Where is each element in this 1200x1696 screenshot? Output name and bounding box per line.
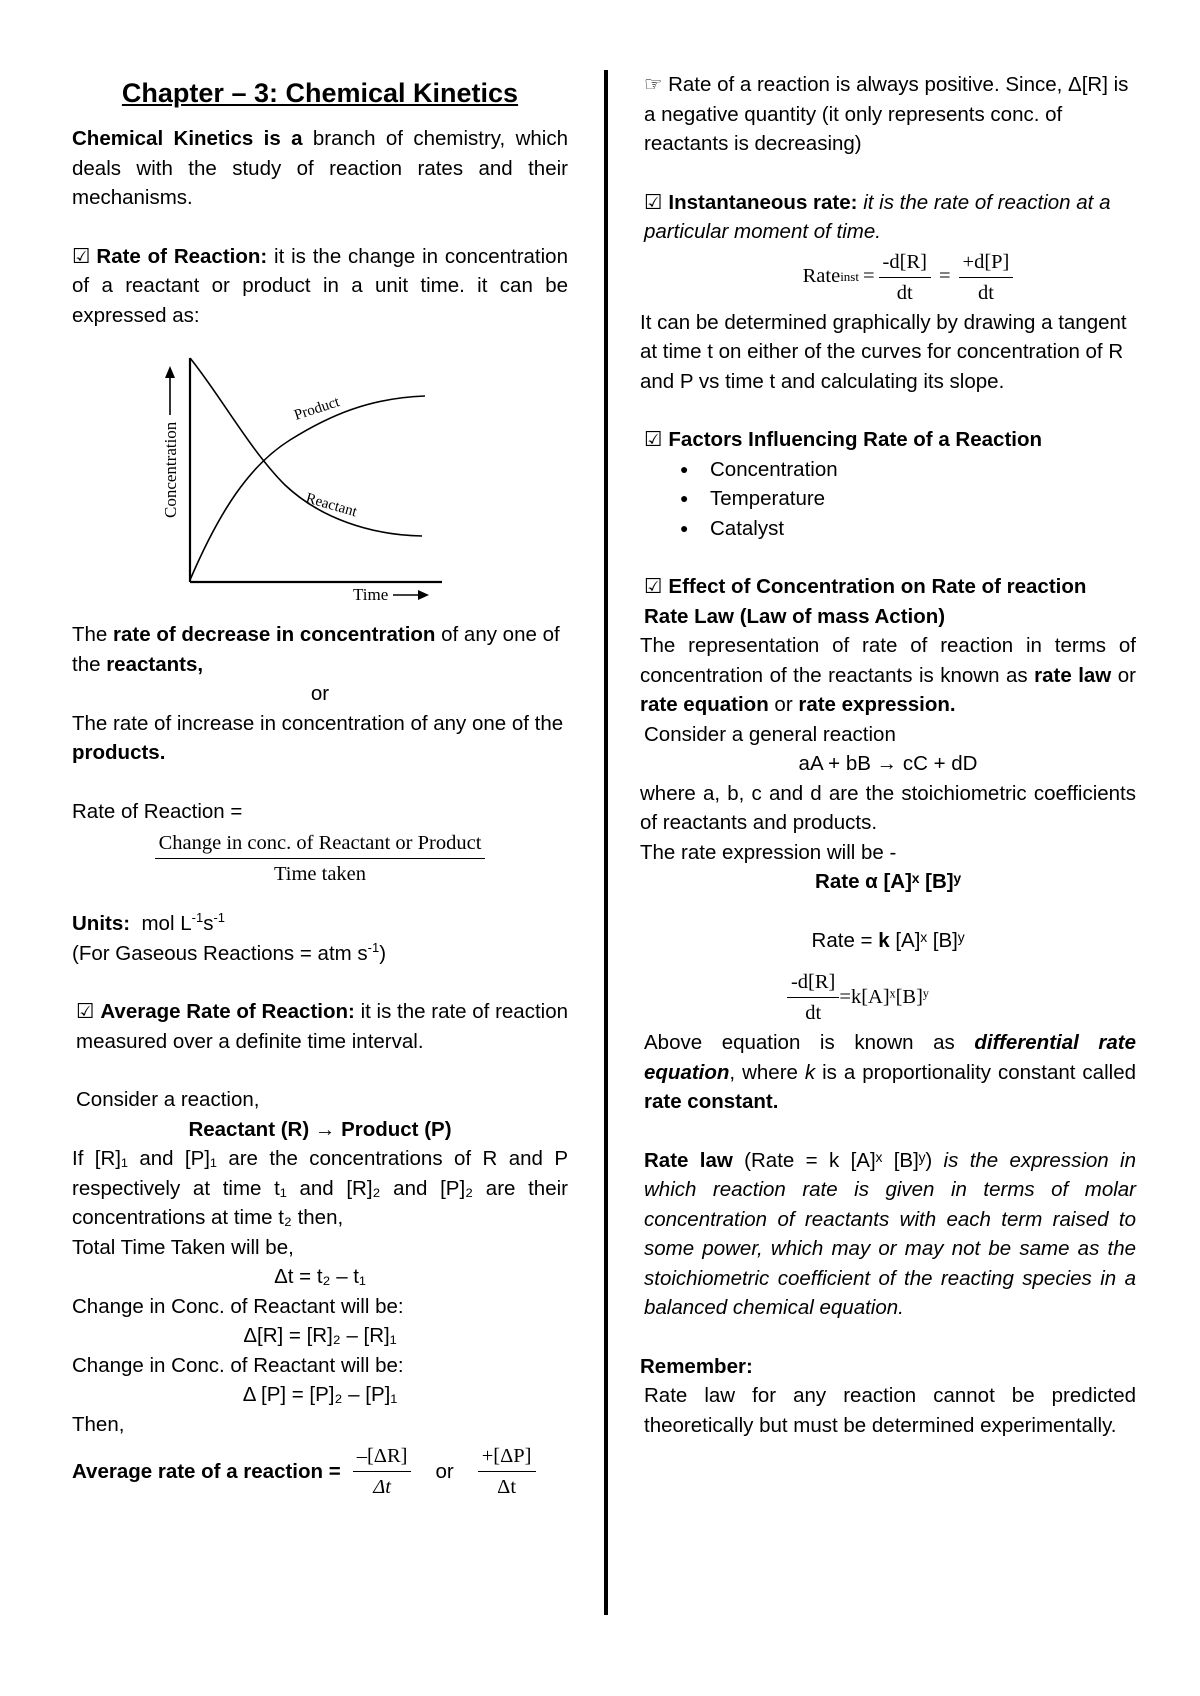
change-r-label: Change in Conc. of Reactant will be: — [72, 1294, 404, 1318]
column-divider — [604, 70, 608, 1615]
effect-heading-text: Effect of Concentration on Rate of reaction — [668, 575, 1087, 598]
average-rate-label: Average rate of a reaction = — [72, 1459, 341, 1483]
instantaneous-heading: Instantaneous rate: — [668, 190, 858, 214]
gas-units-exponent: -1 — [367, 939, 380, 955]
units-exponent-2: -1 — [213, 910, 225, 926]
units-line — [72, 909, 568, 939]
diff-denominator: dt — [805, 1002, 822, 1024]
checkbox-icon: ☑ — [76, 1000, 95, 1023]
intro-text: branch of chemistry, which deals with the study of reaction rates and their mechanisms. — [72, 127, 568, 209]
y-axis-label: Concentration — [161, 421, 180, 518]
inst-fraction-p — [959, 247, 1014, 308]
product-curve — [190, 396, 425, 580]
rate-eq-post: [A]ˣ [B]ʸ — [889, 928, 965, 952]
x-axis-label: Time — [353, 585, 389, 604]
delta-p-equation: Δ [P] = [P]₂ – [P]₁ — [242, 1383, 398, 1406]
rep-text-5: or — [768, 693, 799, 716]
rate-law-label: Rate law — [644, 1148, 733, 1172]
rep-text-3: or — [1111, 663, 1136, 687]
above-text-5: rate constant. — [644, 1090, 779, 1113]
right-column — [640, 70, 1136, 1440]
average-rate-paragraph — [72, 997, 568, 1056]
delta-t-equation: Δt = t₂ – t₁ — [274, 1265, 366, 1288]
rate-eq-k: k — [878, 928, 890, 952]
general-reaction: aA + bB → cC + dD — [798, 752, 978, 775]
change-p-label: Change in Conc. of Reactant will be: — [72, 1353, 404, 1377]
decrease-text-4: reactants, — [106, 652, 204, 676]
increase-paragraph — [72, 709, 568, 768]
gas-units-close: ) — [379, 941, 387, 965]
diff-numerator: -d[R] — [787, 967, 839, 998]
above-k: k — [804, 1060, 816, 1084]
rate-equation-numerator: Change in conc. of Reactant or Product — [155, 828, 486, 859]
product-label: Product — [292, 394, 342, 424]
average-rate-text: it is the rate of reaction measured over a definite time interval. — [76, 1000, 569, 1053]
rate-of-reaction-paragraph — [72, 242, 568, 331]
above-text-1: Above equation is known as — [644, 1031, 975, 1054]
consider-reaction: Consider a reaction, — [76, 1088, 260, 1111]
differential-paragraph — [640, 1028, 1136, 1117]
list-item: ● Concentration — [680, 455, 1136, 485]
list-item: ● Temperature — [680, 484, 1136, 514]
inst-rate-label: Rate — [802, 265, 841, 288]
graphical-method-paragraph: It can be determined graphically by drawing a tangent at time t on either of the curves for concentration of R and P vs time t and calculating its slope. — [640, 310, 1127, 393]
inst-fraction-r — [879, 247, 931, 308]
where-paragraph: where a, b, c and d are the stoichiometric coefficients of reactants and products. — [640, 781, 1136, 834]
gaseous-units-line — [72, 939, 568, 969]
average-rate-equation — [72, 1441, 568, 1502]
factors-heading-text: Factors Influencing Rate of a Reaction — [668, 428, 1043, 451]
or-text: or — [310, 682, 330, 705]
remember-text: Rate law for any reaction cannot be predicted theoretically but must be determined experimentally. — [644, 1384, 1136, 1437]
above-text-4: is a proportionality constant called — [815, 1060, 1136, 1084]
intro-term: Chemical Kinetics is a — [72, 127, 303, 150]
representation-paragraph — [640, 631, 1136, 720]
intro-paragraph — [72, 124, 568, 213]
rate-heading: Rate of Reaction: — [96, 244, 268, 268]
y-arrowhead-icon — [165, 366, 175, 378]
rep-text-4: rate equation — [640, 693, 769, 716]
inst-numerator-r: -d[R] — [879, 247, 931, 278]
rep-text-1: The representation of rate of reaction in terms of concentration of the reactants is known as — [640, 634, 1136, 687]
rate-law-paren: (Rate = k [A]ˣ [B]ʸ) — [732, 1148, 933, 1172]
inst-denominator-p: dt — [977, 281, 994, 304]
average-rate-denominator-p: Δt — [497, 1476, 517, 1498]
x-arrowhead-icon — [418, 590, 429, 600]
page-title: Chapter – 3: Chemical Kinetics — [121, 78, 519, 108]
then-text: Then, — [72, 1412, 125, 1436]
concentrations-paragraph: If [R]₁ and [P]₁ are the concentrations of R and P respectively at time t₁ and [R]₂ and [P]₂ are their concentrations at time t₂ then, — [72, 1147, 568, 1229]
rate-equation-label: Rate of Reaction = — [72, 799, 243, 823]
average-rate-fraction-p — [478, 1441, 536, 1502]
average-rate-numerator-r: –[ΔR] — [353, 1441, 412, 1472]
above-text-3: , where — [729, 1060, 805, 1084]
decrease-text-1: The — [72, 623, 114, 646]
rep-text-6: rate expression. — [798, 693, 956, 716]
increase-text-1: The rate of increase in concentration of any one of the — [72, 711, 564, 735]
above-text-2: differential rate equation — [644, 1031, 1136, 1084]
rate-law-text: is the expression in which reaction rate is given in terms of molar concentration of reactants with each term raised to some power, which may or may not be same as the stoichiometric coefficient of the reacting species in a balanced chemical equation. — [644, 1148, 1136, 1319]
checkbox-icon: ☑ — [644, 428, 663, 451]
decrease-text-3: of any one of the — [72, 623, 560, 676]
checkbox-icon: ☑ — [644, 190, 663, 214]
rate-text: it is the change in concentration of a reactant or product in a unit time. it can be expressed as: — [72, 244, 568, 327]
average-rate-heading: Average Rate of Reaction: — [100, 1000, 355, 1023]
inst-denominator-r: dt — [896, 281, 913, 304]
remember-heading: Remember: — [640, 1354, 753, 1378]
instantaneous-rate-paragraph — [640, 188, 1136, 247]
rate-equation-fraction — [155, 828, 486, 889]
list-item: ● Catalyst — [680, 514, 1136, 544]
average-rate-numerator-p: +[ΔP] — [478, 1441, 536, 1472]
positive-rate-note: ☞ Rate of a reaction is always positive. Since, Δ[R] is a negative quantity (it only represents conc. of reactants is decreasing) — [644, 73, 1129, 155]
average-rate-or: or — [435, 1459, 454, 1483]
diff-fraction — [787, 967, 839, 1028]
effect-heading — [640, 572, 1136, 602]
concentration-time-graph — [150, 340, 470, 610]
rate-law-paragraph — [640, 1146, 1136, 1323]
checkbox-icon: ☑ — [72, 244, 91, 268]
left-column — [72, 70, 568, 1502]
units-label: Units: — [72, 912, 131, 935]
rate-equation-k — [640, 926, 1136, 956]
decrease-paragraph — [72, 620, 568, 679]
units-exponent-1: -1 — [191, 910, 204, 926]
delta-r-equation: Δ[R] = [R]₂ – [R]₁ — [243, 1324, 397, 1347]
rep-text-2: rate law — [1034, 663, 1112, 687]
units-seconds: s — [203, 912, 214, 935]
decrease-text-2: rate of decrease in concentration — [113, 623, 436, 646]
factors-list — [640, 455, 1136, 544]
inst-numerator-p: +d[P] — [959, 247, 1014, 278]
rate-equation — [72, 828, 568, 889]
units-value: mol L — [141, 912, 192, 935]
differential-equation — [640, 967, 1076, 1028]
total-time-label: Total Time Taken will be, — [72, 1235, 294, 1259]
reactant-label: Reactant — [303, 490, 359, 521]
checkbox-icon: ☑ — [644, 575, 663, 598]
average-rate-denominator-r: Δt — [373, 1476, 391, 1498]
increase-text-2: products. — [72, 741, 166, 764]
rate-equation-denominator: Time taken — [273, 863, 367, 885]
instantaneous-text: it is the rate of reaction at a particular moment of time. — [644, 190, 1111, 243]
factors-heading — [640, 425, 1136, 455]
diff-rhs: =k[A]ˣ[B]ʸ — [839, 985, 929, 1008]
rate-expression-label: The rate expression will be - — [640, 840, 897, 864]
reaction-line: Reactant (R) → Product (P) — [188, 1117, 452, 1141]
instantaneous-rate-equation: Rate inst = $\frac{-d[R]}{dt}$ = $\frac{+d[P]}{dt}$ — [680, 247, 1136, 308]
rate-eq-pre: Rate = — [811, 928, 879, 952]
rate-law-heading: Rate Law (Law of mass Action) — [644, 604, 946, 628]
consider-general-reaction: Consider a general reaction — [644, 722, 896, 746]
gas-units-text: (For Gaseous Reactions = atm s — [72, 941, 368, 965]
average-rate-fraction-r — [353, 1441, 412, 1502]
rate-proportional: Rate α [A]ˣ [B]ʸ — [815, 870, 961, 893]
